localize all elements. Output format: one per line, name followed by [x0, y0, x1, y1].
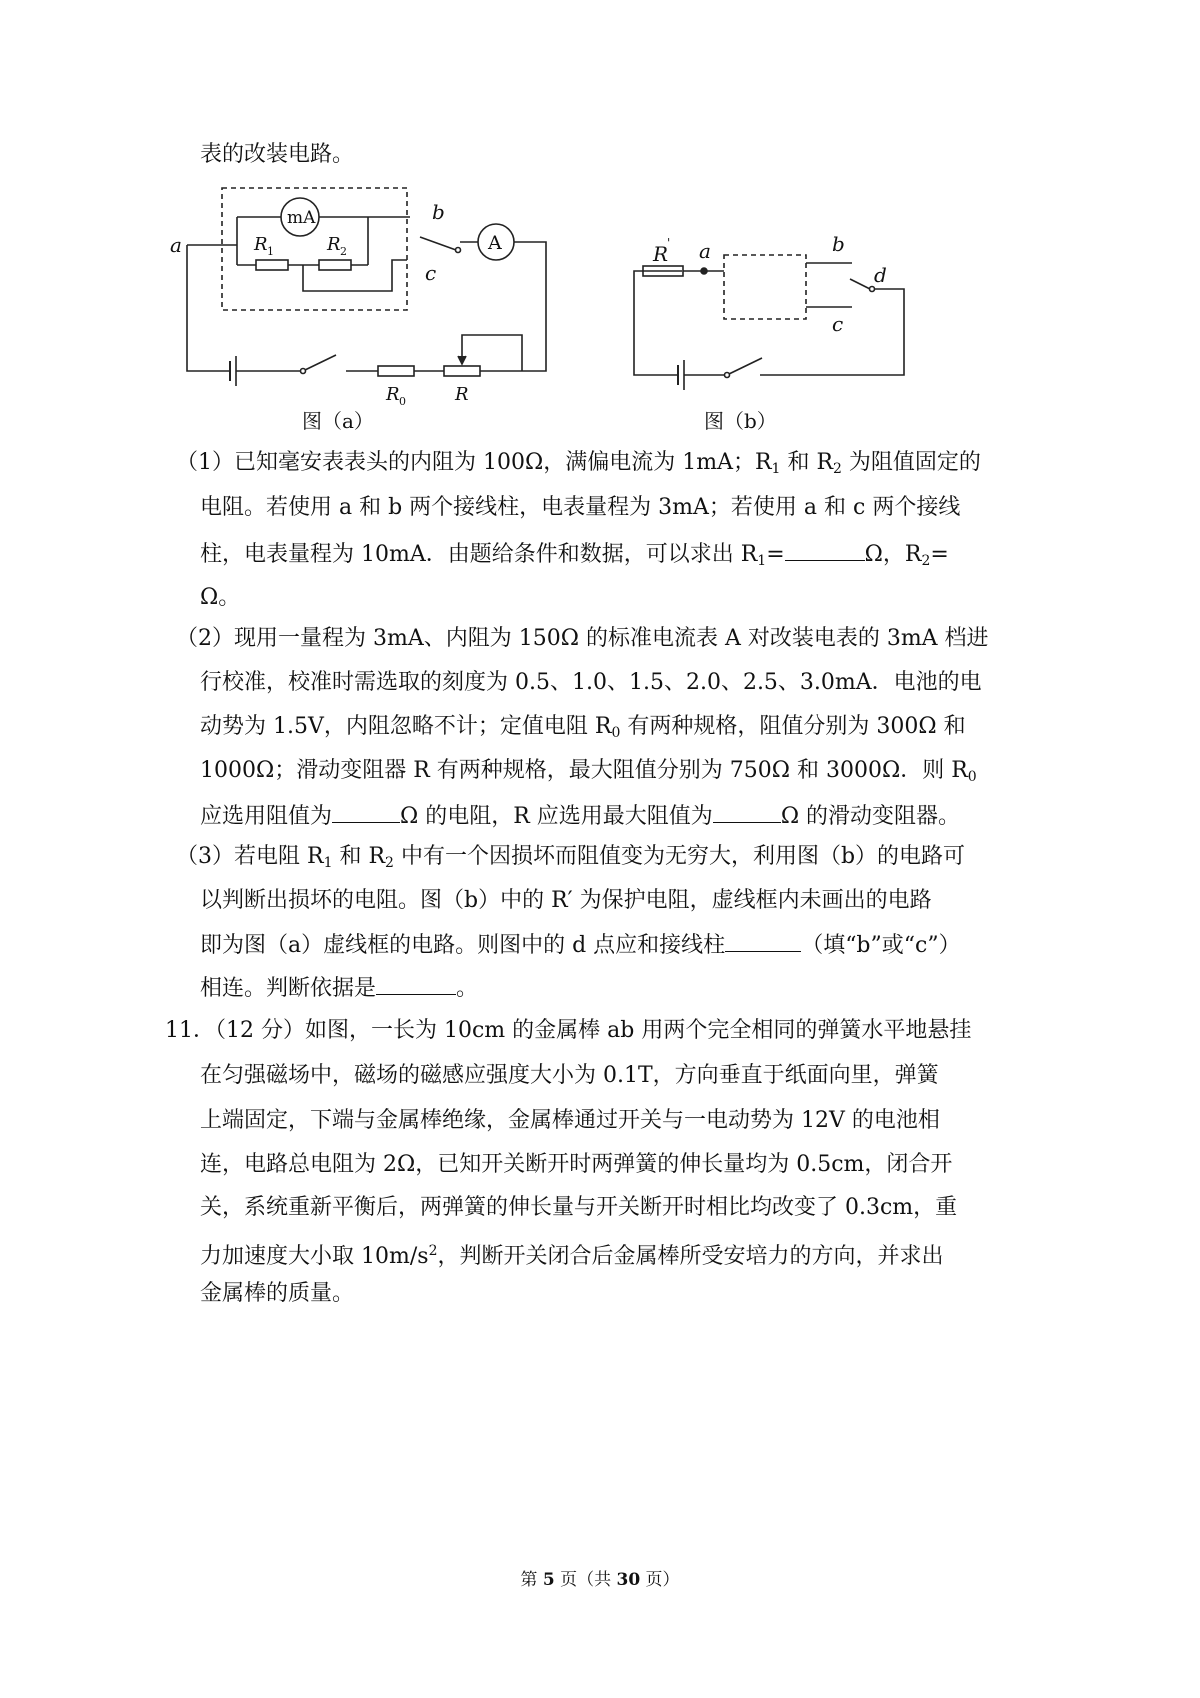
- circuit-figure-a: [160, 180, 580, 440]
- label-a: a: [170, 233, 182, 257]
- q1-line-1: （1）已知毫安表表头的内阻为 100Ω，满偏电流为 1mA；$R_1$ 和 $R_2$ 为阻值固定的: [176, 450, 981, 477]
- label-a-b: a: [699, 239, 711, 263]
- q11-line-2: 在匀强磁场中，磁场的磁感应强度大小为 0.1T，方向垂直于纸面向里，弹簧: [200, 1063, 939, 1088]
- q2-line-2: 行校准，校准时需选取的刻度为 0.5、1.0、1.5、2.0、2.5、3.0mA．电池的电: [200, 670, 982, 695]
- q11-line-7: 金属棒的质量。: [200, 1281, 355, 1306]
- rheostat-R: [444, 366, 480, 376]
- q3-line-3: 即为图（a）虚线框的电路。则图中的 d 点应和接线柱 （填“b”或“c”）: [200, 929, 961, 961]
- q11-line-4: 连，电路总电阻为 2Ω，已知开关断开时两弹簧的伸长量均为 0.5cm，闭合开: [200, 1152, 953, 1177]
- resistor-R2: [319, 260, 351, 270]
- label-b-b: b: [832, 232, 845, 256]
- label-R1: R: [254, 234, 268, 255]
- label-R0: R: [386, 384, 400, 405]
- label-R2-sub: 2: [340, 245, 347, 258]
- q1-line-4: Ω。: [200, 585, 241, 610]
- q3-line-2: 以判断出损坏的电阻。图（b）中的 R′ 为保护电阻，虚线框内未画出的电路: [200, 888, 932, 913]
- label-c-b: c: [832, 312, 844, 336]
- blank-R1[interactable]: [785, 538, 865, 561]
- blank-R0[interactable]: [332, 800, 400, 823]
- q11-line-6: 力加速度大小取 $10m/s^2$，判断开关闭合后金属棒所受安培力的方向，并求出: [200, 1243, 944, 1269]
- q2-line-3: 动势为 1.5V，内阻忽略不计；定值电阻 $R_0$ 有两种规格，阻值分别为 300Ω 和: [200, 714, 966, 741]
- label-A: A: [488, 232, 502, 254]
- q2-line-1: （2）现用一量程为 3mA、内阻为 150Ω 的标准电流表 A 对改装电表的 3mA 档进: [176, 626, 989, 651]
- blank-reason[interactable]: [376, 972, 456, 995]
- label-mA: mA: [287, 208, 316, 228]
- page-total: 30: [616, 1570, 641, 1590]
- resistor-R0: [378, 366, 414, 376]
- circuit-figure-b: [620, 225, 940, 440]
- label-d: d: [874, 263, 887, 287]
- label-Rprime: R: [653, 242, 669, 266]
- resistor-R1: [256, 260, 288, 270]
- blank-R[interactable]: [713, 800, 781, 823]
- label-Rprime-mark: ': [667, 236, 671, 250]
- label-b: b: [432, 200, 445, 224]
- q2-line-4: 1000Ω；滑动变阻器 R 有两种规格，最大阻值分别为 750Ω 和 3000Ω．则 $R_0$: [200, 758, 977, 785]
- q11-line-5: 关，系统重新平衡后，两弹簧的伸长量与开关断开时相比均改变了 0.3cm，重: [200, 1195, 958, 1220]
- q3-line-4: 相连。判断依据是 。: [200, 972, 478, 1004]
- page-footer: 第 5 页（共 30 页）: [520, 1570, 680, 1590]
- q11-line-1: 11．（12 分）如图，一长为 10cm 的金属棒 ab 用两个完全相同的弹簧水平地悬挂: [165, 1018, 972, 1043]
- label-c: c: [425, 261, 437, 285]
- blank-d[interactable]: [725, 929, 801, 952]
- q3-line-1: （3）若电阻 $R_1$ 和 $R_2$ 中有一个因损坏而阻值变为无穷大，利用图（b）的电路可: [176, 844, 966, 871]
- q11-line-3: 上端固定，下端与金属棒绝缘，金属棒通过开关与一电动势为 12V 的电池相: [200, 1108, 940, 1133]
- label-R: R: [455, 384, 469, 405]
- label-R0-sub: 0: [399, 395, 406, 408]
- label-R2: R: [327, 234, 341, 255]
- intro-text: 表的改装电路。: [200, 142, 355, 167]
- q1-line-3: 柱，电表量程为 10mA．由题给条件和数据，可以求出 $R_1= \Omega$，$R_2=$: [200, 538, 949, 576]
- q2-line-5: 应选用阻值为 Ω 的电阻，R 应选用最大阻值为 Ω 的滑动变阻器。: [200, 800, 960, 832]
- label-R1-sub: 1: [267, 245, 274, 258]
- dashed-box-b: [724, 255, 806, 319]
- page-number: 5: [542, 1570, 555, 1590]
- q1-line-2: 电阻。若使用 a 和 b 两个接线柱，电表量程为 3mA；若使用 a 和 c 两个接线: [200, 495, 961, 520]
- caption-b: 图（b）: [704, 409, 777, 433]
- caption-a: 图（a）: [302, 409, 374, 433]
